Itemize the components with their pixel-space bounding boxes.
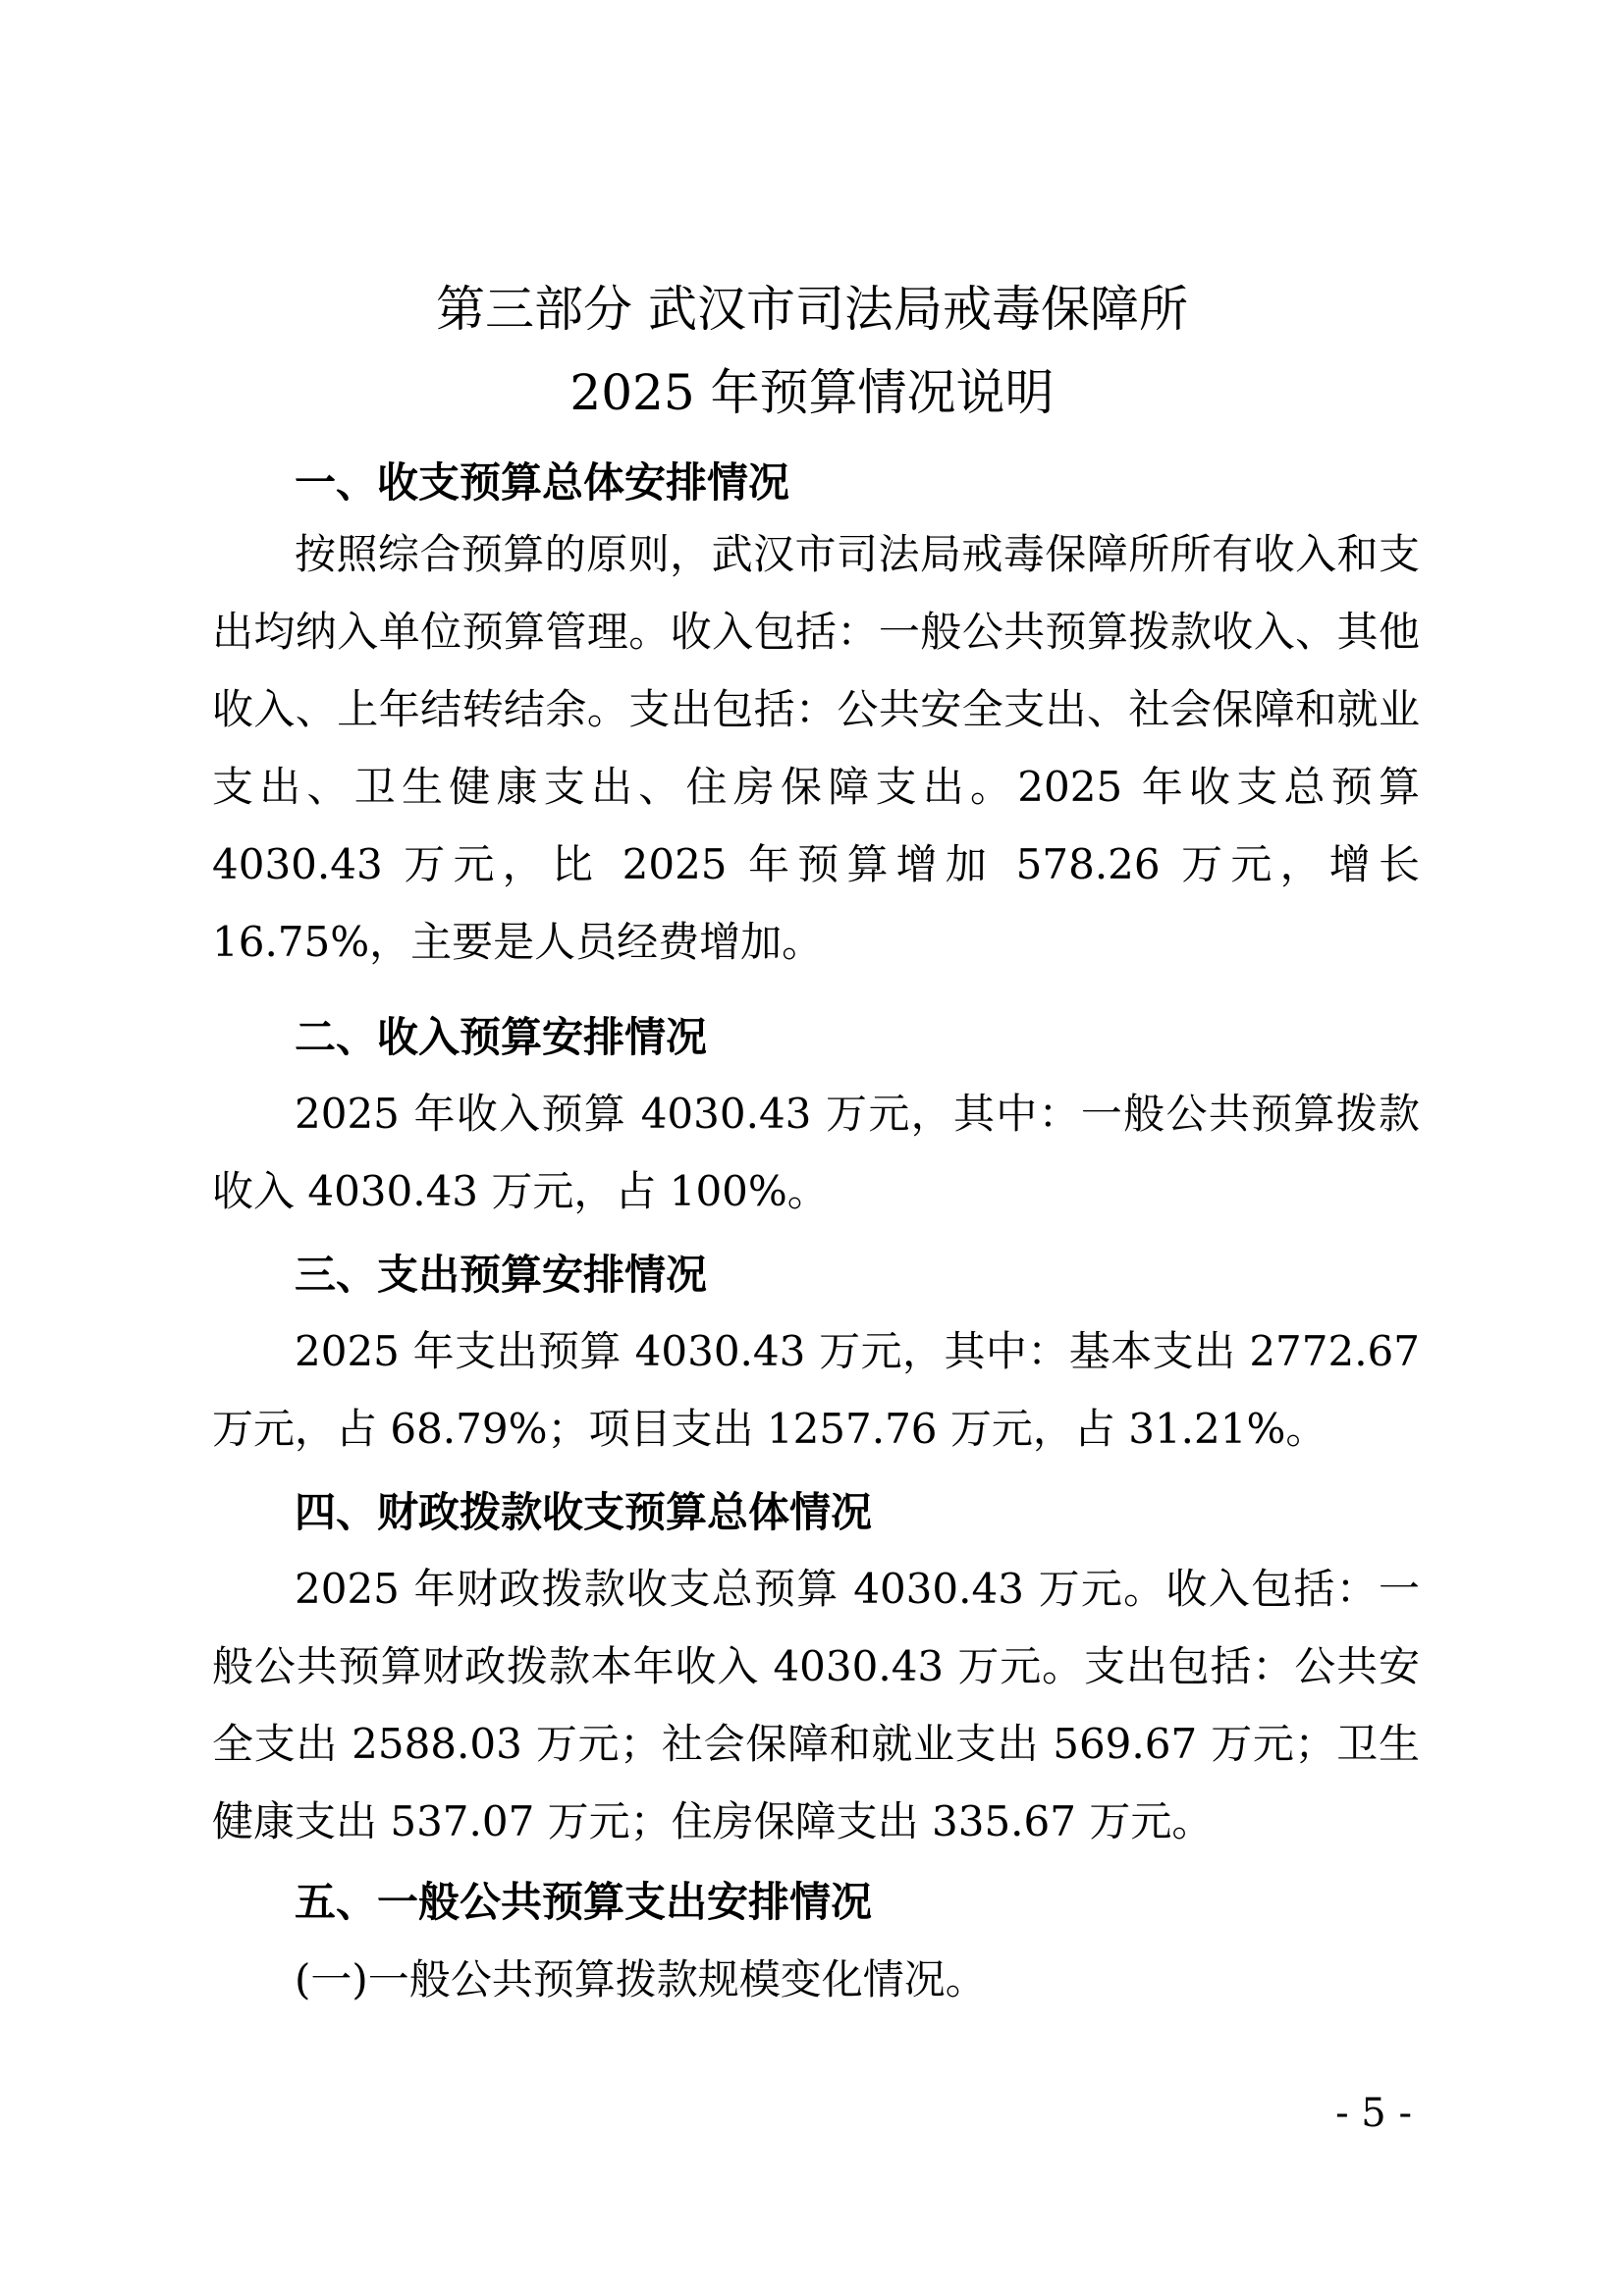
- section-heading-1: 一、收支预算总体安排情况: [295, 458, 790, 507]
- document-title-line1: 第三部分 武汉市司法局戒毒保障所: [436, 281, 1188, 338]
- section-heading-5: 五、一般公共预算支出安排情况: [295, 1878, 873, 1926]
- section-paragraph-1: 按照综合预算的原则，武汉市司法局戒毒保障所所有收入和支出均纳入单位预算管理。收入包括：一般公共预算拨款收入、其他收入、上年结转结余。支出包括：公共安全支出、社会保障和就业支出、卫生健康支出、住房保障支出。2025 年收支总预算 4030.43 万元，比 2025 年预算增加 578.26 万元，增长 16.75%，主要是人员经费增加。: [212, 530, 1420, 966]
- section-heading-4: 四、财政拨款收支预算总体情况: [295, 1488, 873, 1536]
- section-heading-2: 二、收入预算安排情况: [295, 1013, 708, 1061]
- document-title-line2: 2025 年预算情况说明: [569, 364, 1055, 421]
- section-heading-3: 三、支出预算安排情况: [295, 1251, 708, 1299]
- section-subheading-5-1: (一)一般公共预算拨款规模变化情况。: [295, 1955, 987, 2003]
- page-number: - 5 -: [1335, 2091, 1412, 2136]
- section-paragraph-2: 2025 年收入预算 4030.43 万元，其中：一般公共预算拨款收入 4030.43 万元，占 100%。: [212, 1090, 1420, 1215]
- section-paragraph-3: 2025 年支出预算 4030.43 万元，其中：基本支出 2772.67 万元，占 68.79%；项目支出 1257.76 万元，占 31.21%。: [212, 1327, 1420, 1453]
- section-paragraph-4: 2025 年财政拨款收支总预算 4030.43 万元。收入包括：一般公共预算财政拨款本年收入 4030.43 万元。支出包括：公共安全支出 2588.03 万元；社会保障和就业支出 569.67 万元；卫生健康支出 537.07 万元；住房保障支出 335.67 万元。: [212, 1565, 1420, 1845]
